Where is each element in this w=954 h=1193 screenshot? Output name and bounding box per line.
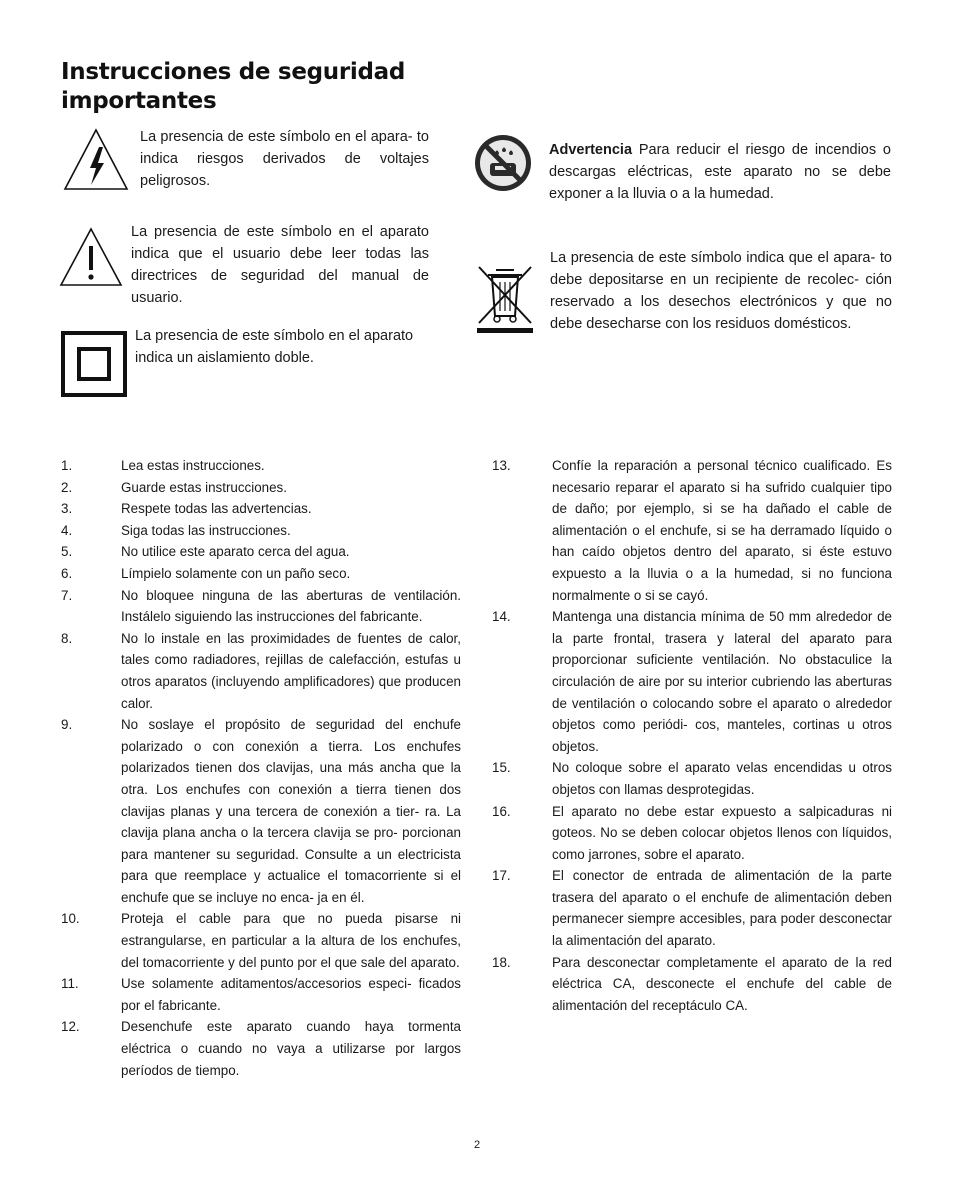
warning-text (549, 139, 891, 205)
instruction-item (61, 1016, 461, 1081)
weee-description: La presencia de este símbolo indica que el apara- to debe depositarse en un recipiente de recolec- ción reservado a los desechos electrónicos y que no debe desecharse con los residuos domésticos. (550, 250, 892, 332)
instruction-number: 15. (492, 760, 511, 776)
instruction-number: 10. (61, 911, 80, 927)
instruction-item (492, 801, 892, 866)
instruction-item (61, 628, 461, 714)
lightning-triangle-icon (62, 127, 130, 192)
instruction-item (61, 908, 461, 973)
exclamation-triangle-icon (58, 226, 124, 288)
instruction-item (61, 455, 461, 477)
instruction-text: Lea estas instrucciones. (121, 458, 265, 473)
instruction-number: 7. (61, 587, 73, 603)
instruction-text: Límpielo solamente con un paño seco. (121, 565, 351, 581)
instruction-item (492, 952, 892, 1017)
instruction-number: 13. (492, 458, 511, 473)
instruction-item (61, 498, 461, 520)
instruction-number: 8. (61, 630, 73, 646)
instruction-number: 5. (61, 544, 73, 560)
instruction-number: 17. (492, 868, 511, 884)
instruction-item (61, 541, 461, 563)
instruction-number: 16. (492, 803, 511, 819)
instruction-number: 12. (61, 1019, 80, 1035)
warning-label: Advertencia (549, 142, 633, 158)
instruction-text: No coloque sobre el aparato velas encendidas u otros objetos con llamas desprotegidas. (552, 760, 892, 797)
safety-instructions-right (492, 455, 892, 1016)
instruction-number: 18. (492, 954, 511, 970)
no-water-icon (473, 133, 533, 193)
instruction-text: Siga todas las instrucciones. (121, 522, 291, 538)
instruction-item (492, 606, 892, 757)
instruction-number: 14. (492, 609, 511, 625)
instruction-number: 1. (61, 458, 73, 473)
instruction-number: 6. (61, 565, 73, 581)
crossed-bin-icon (475, 262, 535, 334)
instruction-number: 2. (61, 479, 73, 495)
instruction-text: Confíe la reparación a personal técnico cualificado. Es necesario reparar el aparato si ha sufrido cualquier tipo de daño; por ejemplo, si se ha dañado el cable de alimentación o el enchufe, si se ha derramado líquido o han caído objetos dentro del aparato, si éste estuvo expuesto a la lluvia o a la humedad, si no funciona normalmente o si se cayó. (552, 458, 892, 603)
instruction-text: Desenchufe este aparato cuando haya tormenta eléctrica o cuando no vaya a utilizarse por largos períodos de tiempo. (121, 1019, 461, 1078)
instruction-item (492, 455, 892, 606)
instruction-item (61, 973, 461, 1016)
instruction-text: El aparato no debe estar expuesto a salpicaduras ni goteos. No se deben colocar objetos llenos con líquidos, como jarrones, sobre el aparato. (552, 803, 892, 862)
instruction-text: Use solamente aditamentos/accesorios especi- ficados por el fabricante. (121, 976, 461, 1013)
instruction-text: No soslaye el propósito de seguridad del enchufe polarizado o con conexión a tierra. Los enchufes polarizados tienen dos clavijas, una más ancha que la otra. Los enchufes con conexión a tierra tienen dos clavijas planas y una tercera de conexión a tier- ra. La clavija plana ancha o la tercera clavija se pro- porcionan para mantener su seguridad. Consulte a un electricista para que reemplace y actualice el tomacorriente si el enchufe que se incluye no enca- ja en él. (121, 717, 461, 905)
instruction-item (61, 714, 461, 908)
instruction-text: Para desconectar completamente el aparato de la red eléctrica CA, desconecte el enchufe del cable de alimentación del receptáculo CA. (552, 954, 892, 1013)
symbol-description-voltage: La presencia de este símbolo en el apara- to indica riesgos derivados de voltajes peligrosos. (140, 129, 429, 189)
instruction-text: Proteja el cable para que no pueda pisarse ni estrangularse, en particular a la altura de los enchufes, del tomacorriente y del punto por el que sale del aparato. (121, 911, 461, 970)
warning-message: Para reducir el riesgo de incendios o descargas eléctricas, este aparato no se debe exponer a la lluvia o a la humedad. (549, 142, 891, 202)
instruction-item (492, 865, 892, 951)
page-number: 2 (473, 1139, 481, 1151)
instruction-text: No lo instale en las proximidades de fuentes de calor, tales como radiadores, rejillas de calefacción, estufas u otros aparatos (incluyendo amplificadores) que producen calor. (121, 630, 461, 711)
instruction-text: Mantenga una distancia mínima de 50 mm alrededor de la parte frontal, trasera y lateral del aparato para proporcionar suficiente ventilación. No obstaculice la circulación de aire por su interior cubriendo las aberturas de ventilación o colocando sobre el aparato o alrededor objetos como periódi- cos, manteles, cortinas u otros objetos. (552, 609, 892, 754)
page-title: Instrucciones de seguridad importantes (61, 59, 406, 114)
instruction-number: 9. (61, 717, 73, 733)
instruction-number: 4. (61, 522, 73, 538)
safety-instructions-left (61, 455, 461, 1081)
instruction-item (61, 563, 461, 585)
instruction-text: No bloquee ninguna de las aberturas de ventilación. Instálelo siguiendo las instrucciones del fabricante. (121, 587, 461, 625)
instruction-item (61, 520, 461, 542)
instruction-item (61, 585, 461, 628)
instruction-text: No utilice este aparato cerca del agua. (121, 544, 350, 560)
double-insulation-icon (61, 331, 127, 397)
instruction-number: 11. (61, 976, 79, 992)
instruction-number: 3. (61, 501, 73, 517)
symbol-description-double-insulation: La presencia de este símbolo en el aparato indica un aislamiento doble. (135, 328, 414, 366)
instruction-text: Respete todas las advertencias. (121, 501, 312, 517)
symbol-description-manual: La presencia de este símbolo en el aparato indica que el usuario debe leer todas las directrices de seguridad del manual de usuario. (131, 224, 429, 306)
instruction-item (492, 757, 892, 800)
instruction-text: Guarde estas instrucciones. (121, 479, 287, 495)
instruction-item (61, 477, 461, 499)
instruction-text: El conector de entrada de alimentación de la parte trasera del aparato o el enchufe de alimentación deben permanecer siempre accesibles, para poder desconectar la alimentación del aparato. (552, 868, 892, 949)
